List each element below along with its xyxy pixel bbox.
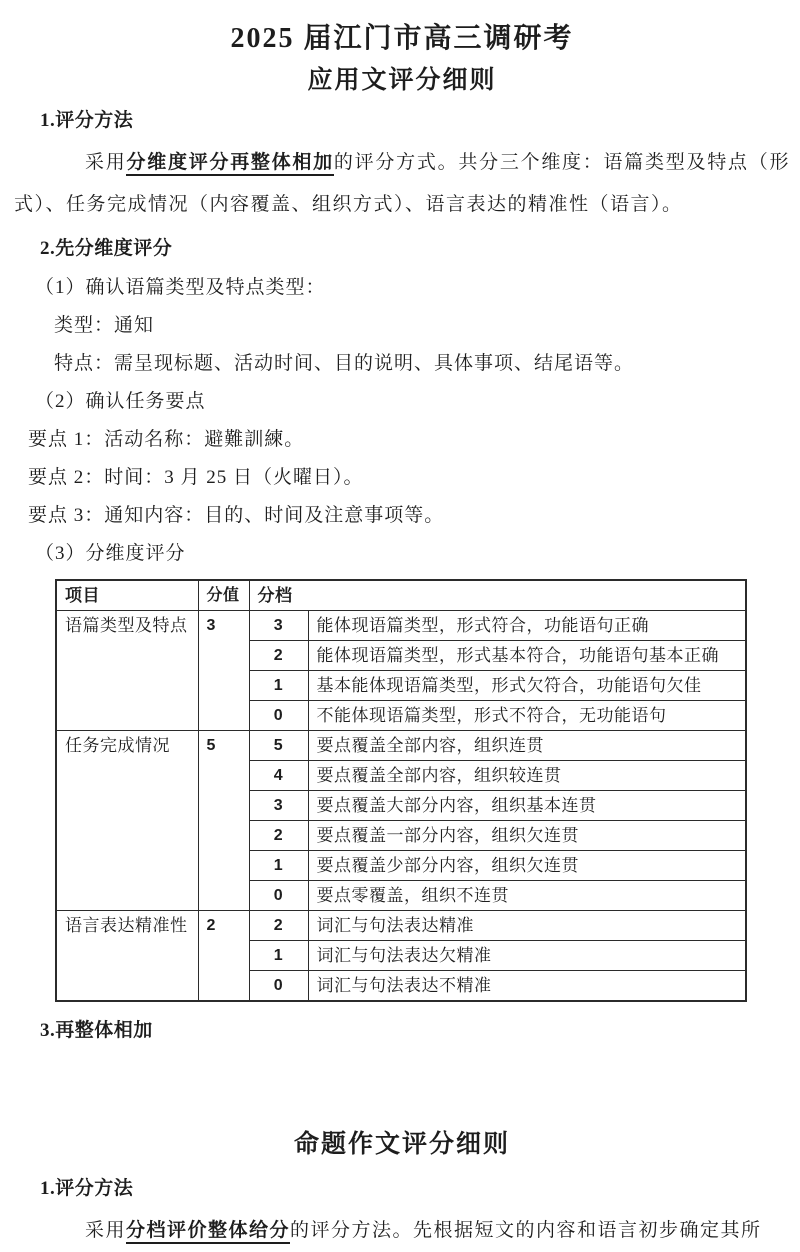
scoring-rubric-table xyxy=(55,579,747,1002)
level-cell: 5 xyxy=(249,731,308,761)
band-description-cell: 词汇与句法表达欠精准 xyxy=(308,941,746,971)
table-header-row xyxy=(56,580,746,611)
level-cell: 3 xyxy=(249,611,308,641)
band-description-cell: 要点覆盖少部分内容，组织欠连贯 xyxy=(308,851,746,881)
section2-item2: （2）确认任务要点 xyxy=(35,391,206,412)
score-cell: 5 xyxy=(198,731,249,911)
band-description-cell: 不能体现语篇类型，形式不符合，无功能语句 xyxy=(308,701,746,731)
band-description-cell: 词汇与句法表达精准 xyxy=(308,911,746,941)
item-cell: 语言表达精准性 xyxy=(56,911,198,1002)
document-title: 2025 届江门市高三调研考 xyxy=(230,23,574,54)
section2-heading: 2.先分维度评分 xyxy=(40,238,173,259)
band-description-cell: 词汇与句法表达不精准 xyxy=(308,971,746,1002)
document-subtitle: 应用文评分细则 xyxy=(307,67,497,94)
band-description-cell: 基本能体现语篇类型，形式欠符合，功能语句欠佳 xyxy=(308,671,746,701)
band-description-cell: 能体现语篇类型，形式基本符合，功能语句基本正确 xyxy=(308,641,746,671)
item-cell: 任务完成情况 xyxy=(56,731,198,911)
band-description-cell: 要点覆盖大部分内容，组织基本连贯 xyxy=(308,791,746,821)
section2-item3: （3）分维度评分 xyxy=(35,543,186,564)
level-cell: 2 xyxy=(249,821,308,851)
level-cell: 0 xyxy=(249,881,308,911)
header-item: 项目 xyxy=(56,580,198,611)
band-description-cell: 能体现语篇类型，形式符合，功能语句正确 xyxy=(308,611,746,641)
para1-prefix: 采用 xyxy=(85,152,127,173)
band-description-cell: 要点零覆盖，组织不连贯 xyxy=(308,881,746,911)
header-band: 分档 xyxy=(249,580,746,611)
score-cell: 2 xyxy=(198,911,249,1002)
type-line: 类型：通知 xyxy=(54,315,155,336)
table-row xyxy=(56,911,746,941)
feature-line: 特点：需呈现标题、活动时间、目的说明、具体事项、结尾语等。 xyxy=(54,353,635,374)
level-cell: 0 xyxy=(249,701,308,731)
part2-section1-heading: 1.评分方法 xyxy=(40,1178,134,1199)
table-row xyxy=(56,611,746,641)
section2-item1: （1）确认语篇类型及特点类型： xyxy=(35,277,326,298)
table-row xyxy=(56,731,746,761)
para1-bold-underline-phrase: 分维度评分再整体相加 xyxy=(126,152,333,176)
band-description-cell: 要点覆盖全部内容，组织较连贯 xyxy=(308,761,746,791)
header-score: 分值 xyxy=(198,580,249,611)
score-cell: 3 xyxy=(198,611,249,731)
para2-prefix: 采用 xyxy=(85,1220,127,1241)
level-cell: 1 xyxy=(249,851,308,881)
level-cell: 1 xyxy=(249,671,308,701)
level-cell: 2 xyxy=(249,911,308,941)
section1-heading: 1.评分方法 xyxy=(40,110,134,131)
section1-paragraph xyxy=(14,142,790,226)
task-point-2: 要点 2：时间：3 月 25 日（火曜日）。 xyxy=(28,467,364,488)
item-cell: 语篇类型及特点 xyxy=(56,611,198,731)
level-cell: 2 xyxy=(249,641,308,671)
para2-rest: 的评分方法。先根据短文的内容和语言初步确定其所 xyxy=(290,1220,762,1241)
level-cell: 0 xyxy=(249,971,308,1002)
task-point-3: 要点 3：通知内容：目的、时间及注意事项等。 xyxy=(28,505,445,526)
para1-rest: 的评分方式。共分三个维度：语篇类型及特点（形式）、任务完成情况（内容覆盖、组织方式）、语言表达的精准性（语言）。 xyxy=(14,152,790,215)
level-cell: 3 xyxy=(249,791,308,821)
task-point-1: 要点 1：活动名称：避難訓練。 xyxy=(28,429,305,450)
part2-title: 命题作文评分细则 xyxy=(293,1131,510,1158)
part2-paragraph xyxy=(14,1210,790,1252)
para2-bold-underline-phrase: 分档评价整体给分 xyxy=(126,1220,290,1244)
level-cell: 4 xyxy=(249,761,308,791)
band-description-cell: 要点覆盖全部内容，组织连贯 xyxy=(308,731,746,761)
section3-heading: 3.再整体相加 xyxy=(40,1020,153,1041)
level-cell: 1 xyxy=(249,941,308,971)
band-description-cell: 要点覆盖一部分内容，组织欠连贯 xyxy=(308,821,746,851)
